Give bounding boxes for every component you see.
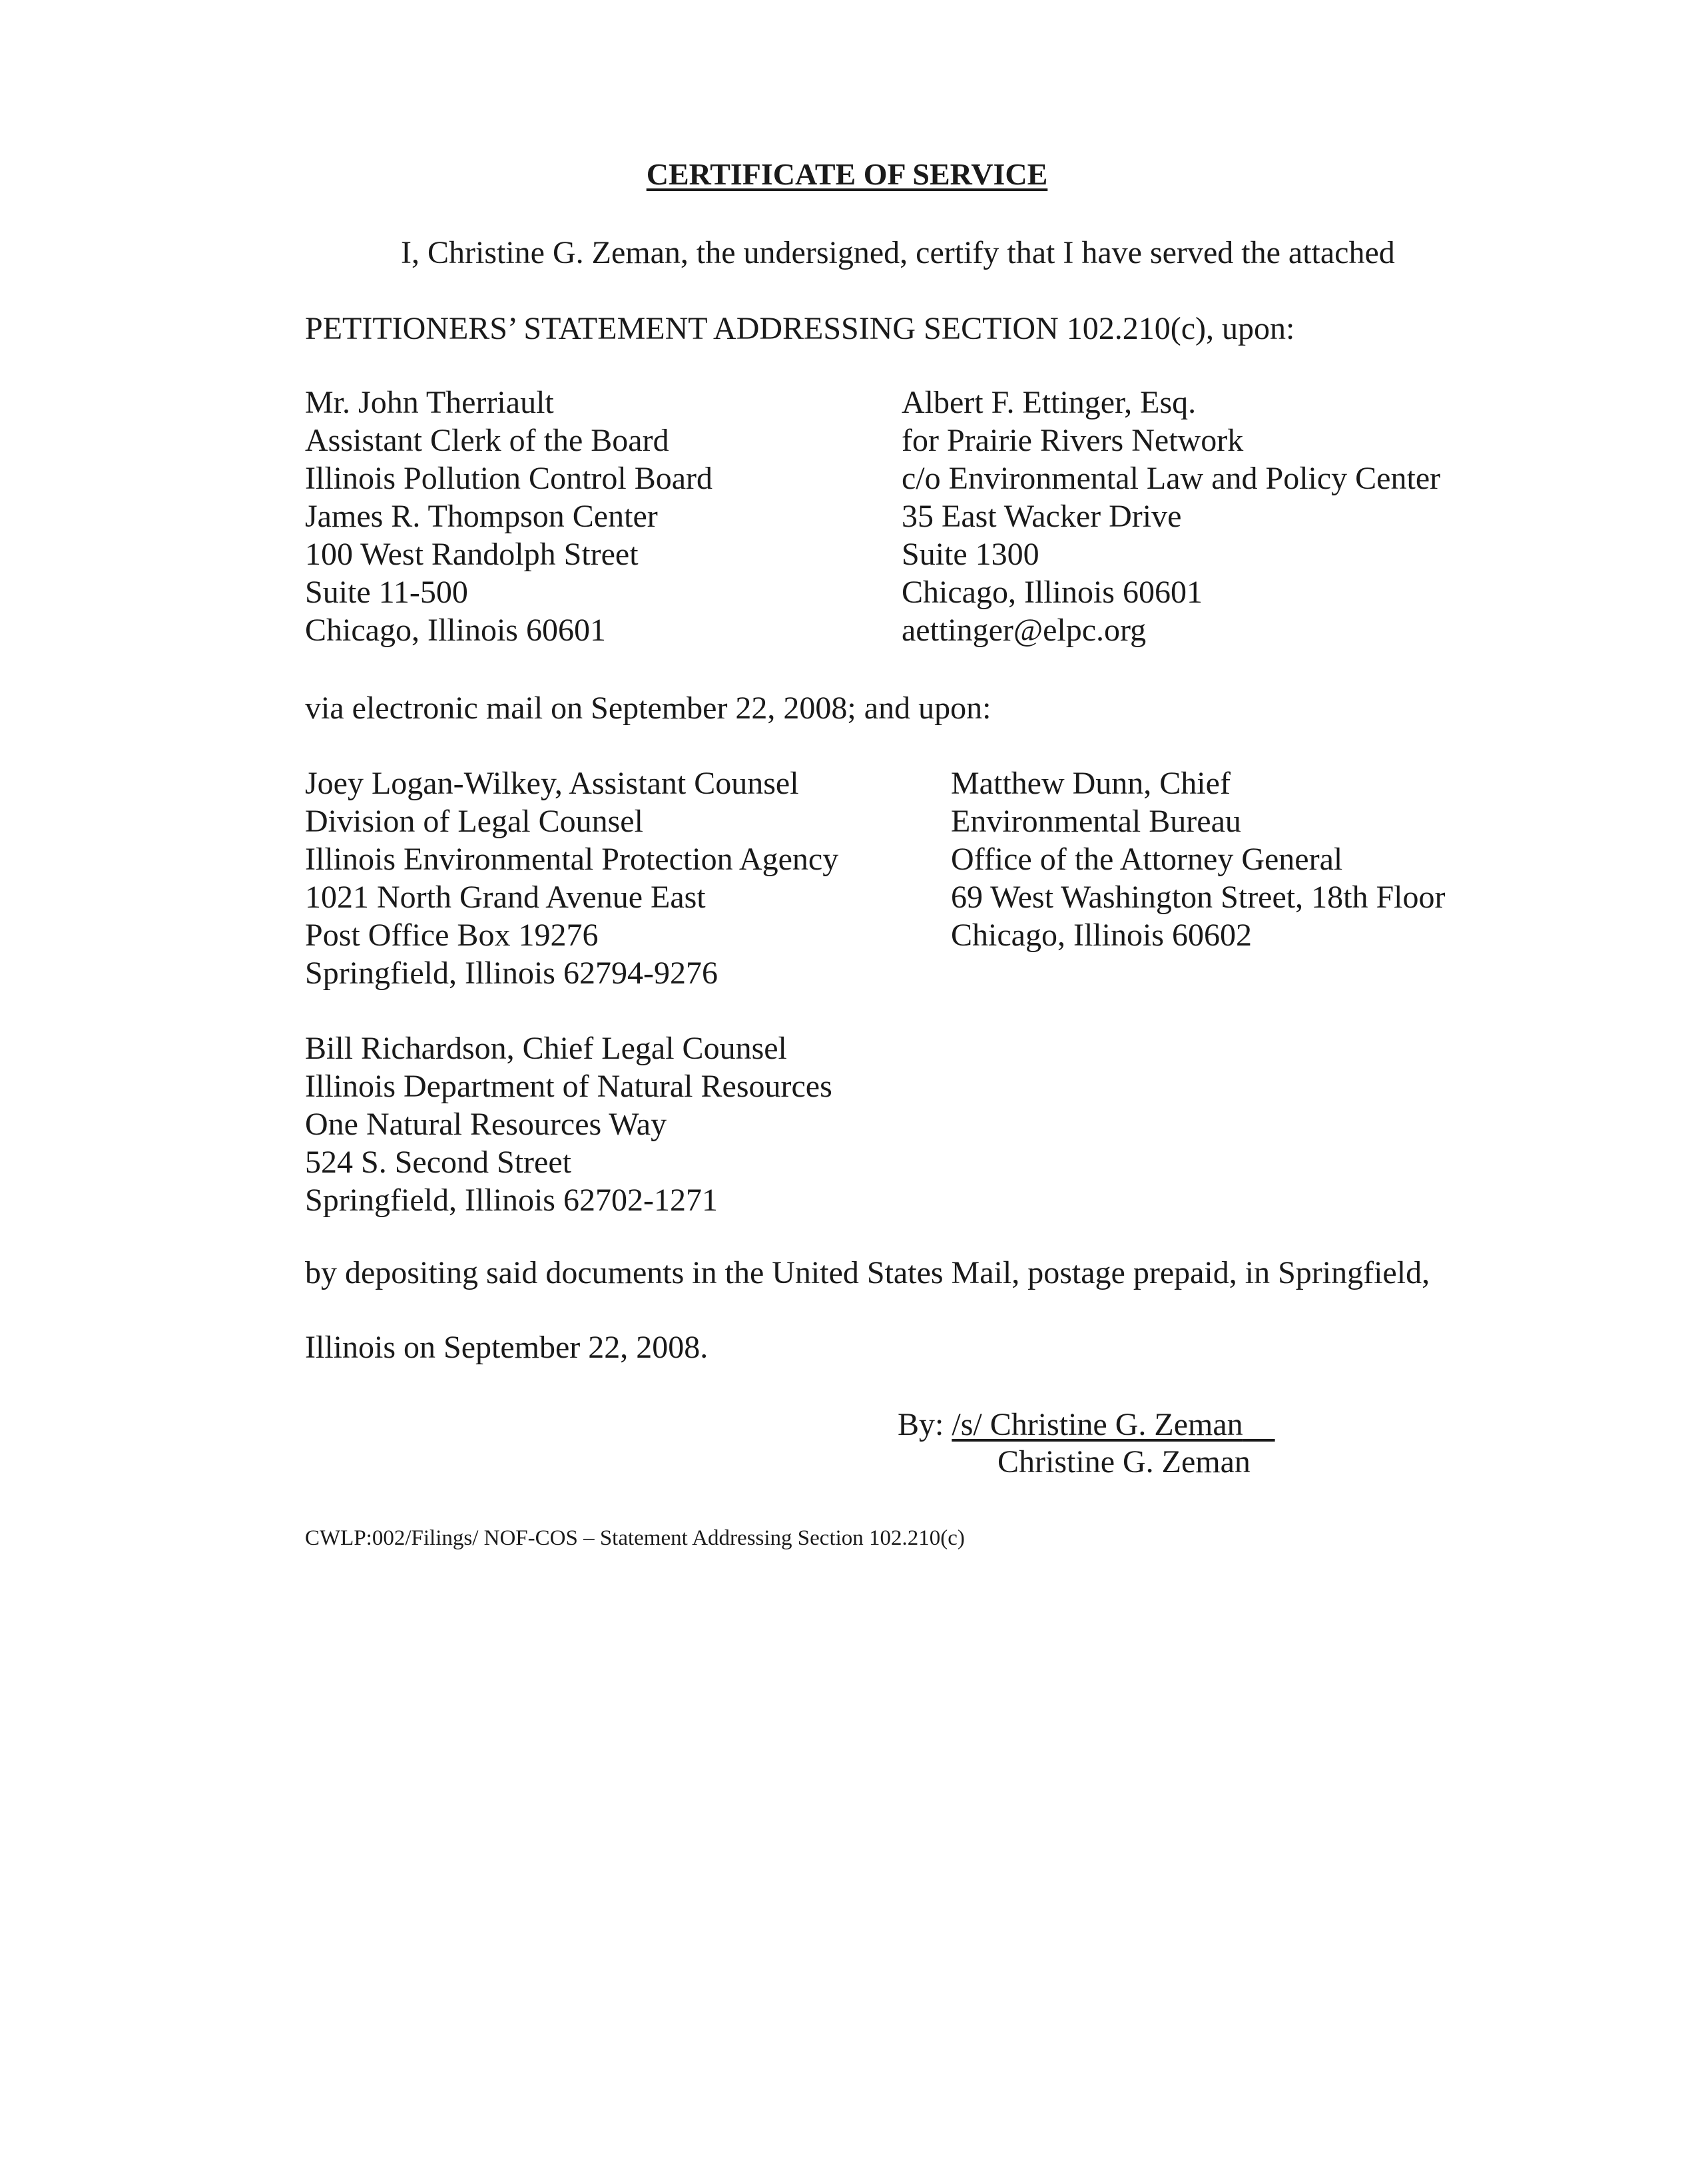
certificate-title: CERTIFICATE OF SERVICE <box>646 157 1048 191</box>
via-email-line: via electronic mail on September 22, 2008; and upon: <box>305 690 991 726</box>
intro-line-1: I, Christine G. Zeman, the undersigned, certify that I have served the attached <box>401 235 1395 270</box>
address-line: Illinois Environmental Protection Agency <box>305 842 839 877</box>
address-line: One Natural Resources Way <box>305 1107 667 1142</box>
address-line: Chicago, Illinois 60602 <box>951 918 1252 953</box>
address-line: c/o Environmental Law and Policy Center <box>902 461 1441 496</box>
file-path-footer: CWLP:002/Filings/ NOF-COS – Statement Addressing Section 102.210(c) <box>305 1526 965 1550</box>
address-line: Joey Logan-Wilkey, Assistant Counsel <box>305 766 799 801</box>
address-line: Springfield, Illinois 62702-1271 <box>305 1183 718 1218</box>
mail-line-1: by depositing said documents in the United States Mail, postage prepaid, in Springfield, <box>305 1255 1430 1290</box>
address-line: 1021 North Grand Avenue East <box>305 880 706 915</box>
address-line: Post Office Box 19276 <box>305 918 599 953</box>
address-line: Division of Legal Counsel <box>305 804 643 839</box>
address-line: James R. Thompson Center <box>305 499 658 534</box>
address-line: for Prairie Rivers Network <box>902 423 1244 458</box>
address-line: Chicago, Illinois 60601 <box>902 575 1203 610</box>
address-line: Illinois Department of Natural Resources <box>305 1069 832 1104</box>
address-line: Mr. John Therriault <box>305 385 554 420</box>
printed-name: Christine G. Zeman <box>997 1444 1251 1480</box>
address-block-attorney-general <box>951 764 1445 954</box>
address-line: 69 West Washington Street, 18th Floor <box>951 880 1446 915</box>
address-line: Illinois Pollution Control Board <box>305 461 713 496</box>
address-line: Assistant Clerk of the Board <box>305 423 669 458</box>
address-line: Environmental Bureau <box>951 804 1241 839</box>
address-line: Chicago, Illinois 60601 <box>305 613 606 648</box>
by-label: By: <box>898 1407 944 1442</box>
address-line: Albert F. Ettinger, Esq. <box>902 385 1197 420</box>
address-line: 524 S. Second Street <box>305 1145 571 1180</box>
address-line: Office of the Attorney General <box>951 842 1343 877</box>
address-line: Matthew Dunn, Chief <box>951 766 1231 801</box>
address-block-clerk <box>305 384 712 649</box>
signature-line <box>898 1406 1275 1444</box>
address-line: Suite 1300 <box>902 537 1039 572</box>
address-block-ettinger <box>902 384 1440 649</box>
address-block-idnr <box>305 1029 832 1219</box>
address-block-iepa <box>305 764 838 992</box>
mail-line-2: Illinois on September 22, 2008. <box>305 1330 708 1365</box>
email-address: aettinger@elpc.org <box>902 613 1147 648</box>
address-line: 35 East Wacker Drive <box>902 499 1182 534</box>
electronic-signature: /s/ Christine G. Zeman <box>952 1407 1243 1442</box>
address-line: Bill Richardson, Chief Legal Counsel <box>305 1031 787 1066</box>
address-line: Springfield, Illinois 62794-9276 <box>305 956 718 991</box>
intro-line-2: PETITIONERS’ STATEMENT ADDRESSING SECTION 102.210(c), upon: <box>305 311 1295 346</box>
address-line: Suite 11-500 <box>305 575 468 610</box>
address-line: 100 West Randolph Street <box>305 537 639 572</box>
